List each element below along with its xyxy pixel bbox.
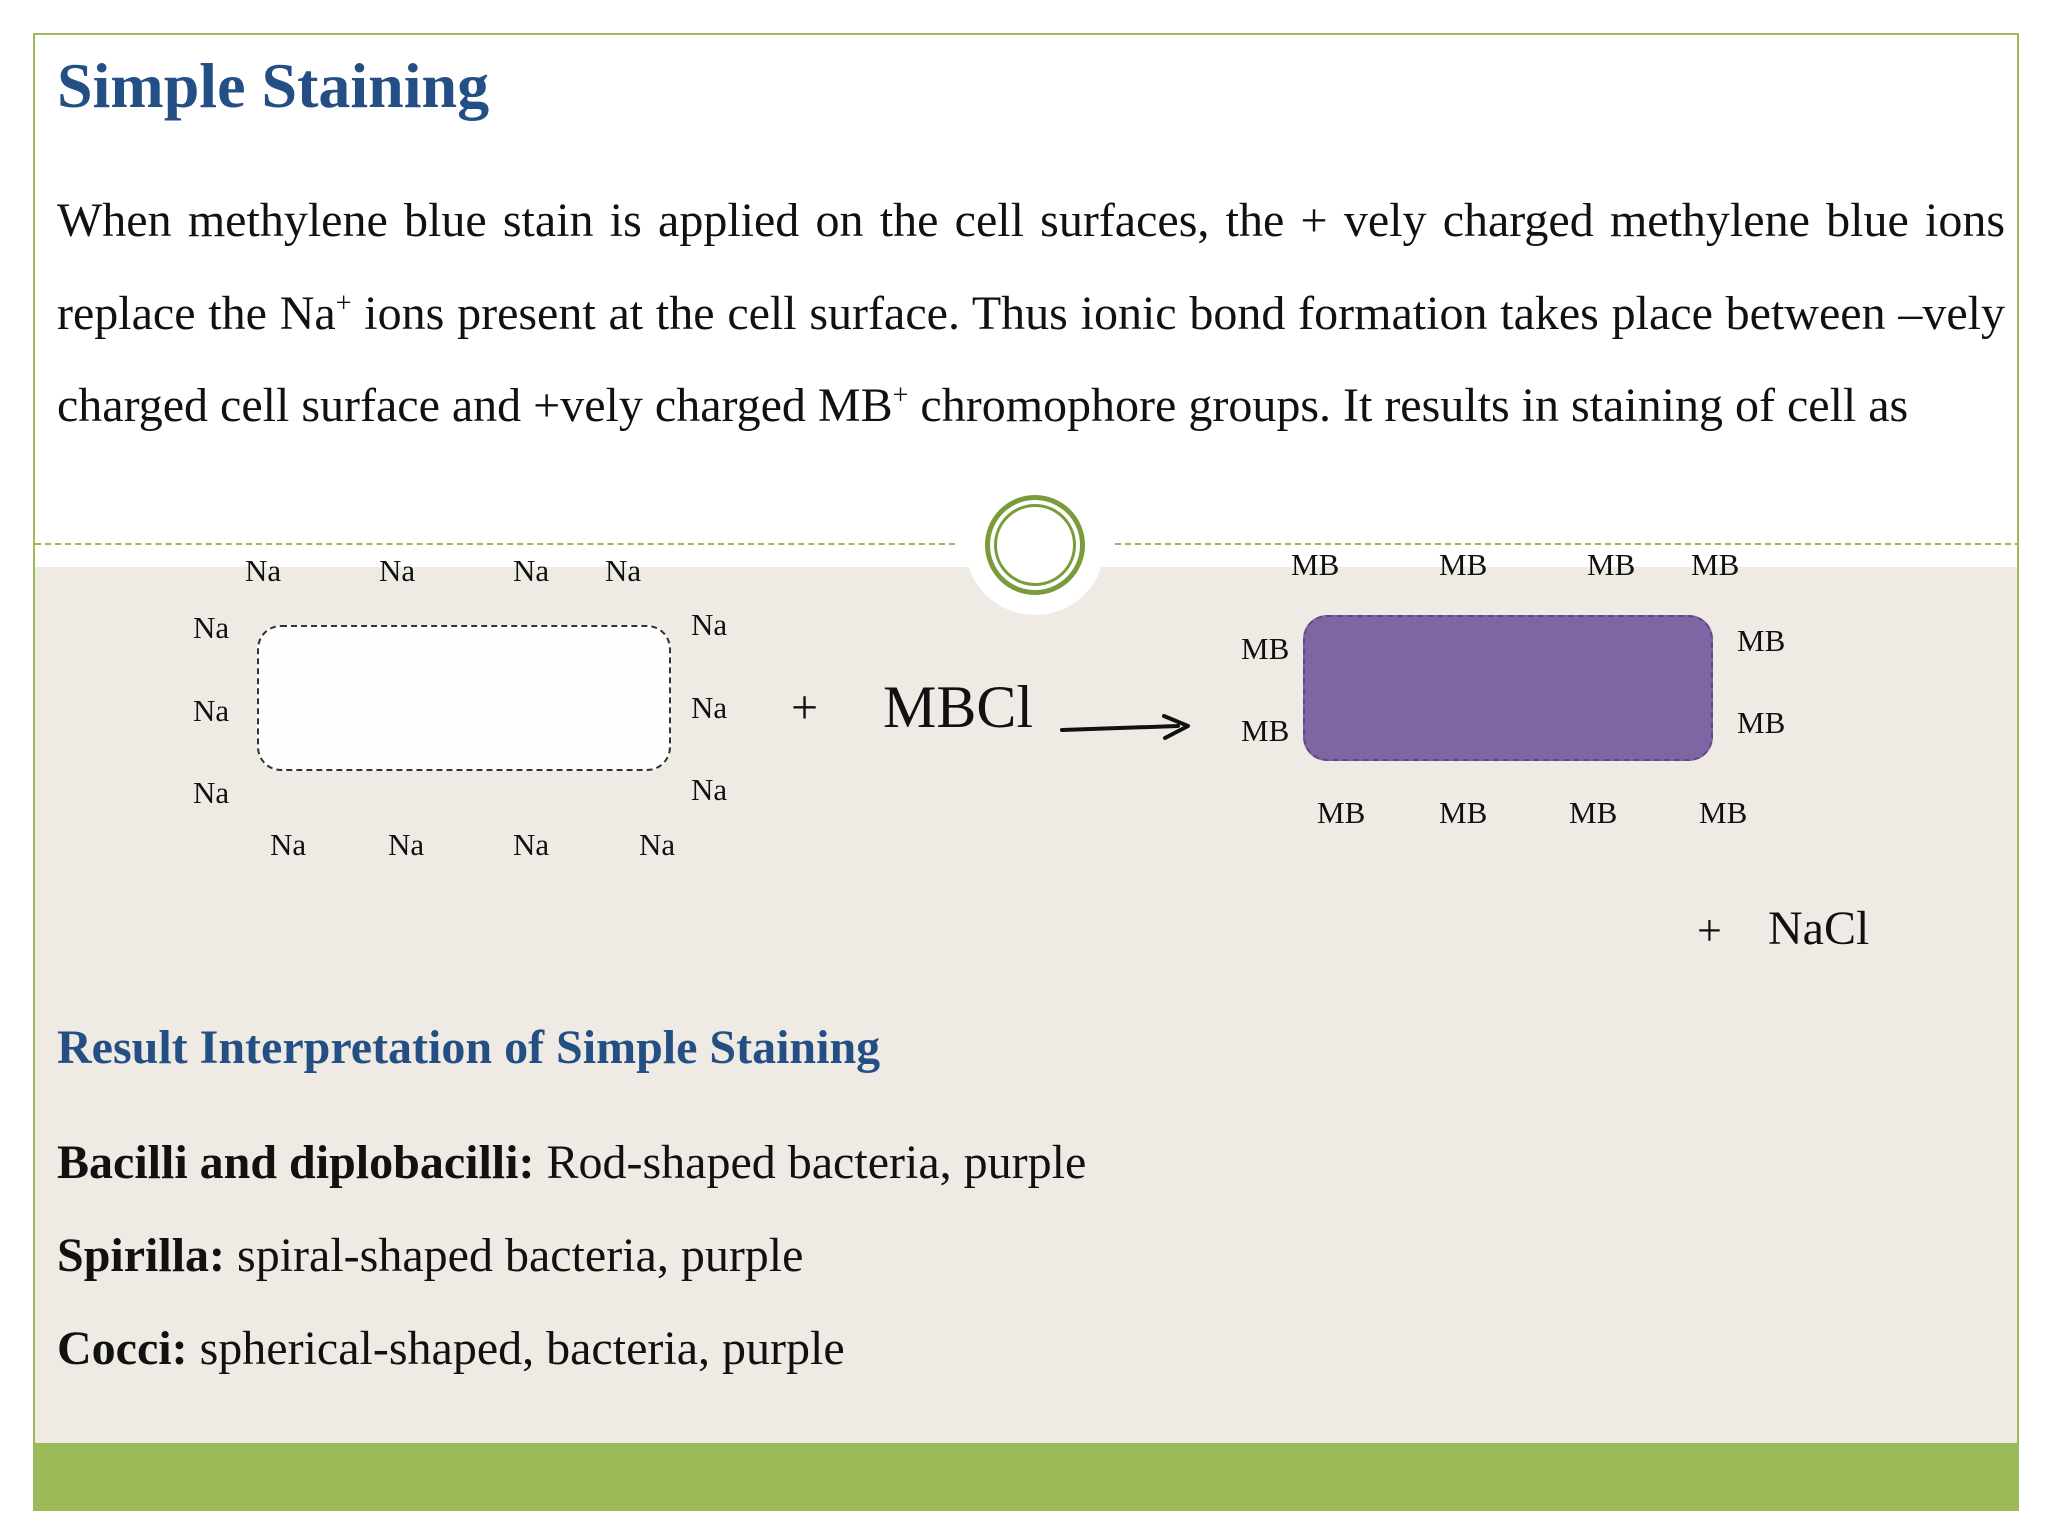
intro-paragraph bbox=[57, 175, 2005, 453]
stained-cell bbox=[1303, 615, 1713, 761]
mb-ion-label: MB bbox=[1439, 795, 1488, 830]
para-text-2: ions present at the cell surface. Thus ionic bond formation takes place between –vely charged cell surface and +vely charged MB bbox=[57, 286, 2005, 432]
na-charge-sup: + bbox=[335, 287, 352, 319]
plus-sign: + bbox=[1697, 906, 1722, 955]
mb-ion-label: MB bbox=[1569, 795, 1618, 830]
results-heading: Result Interpretation of Simple Staining bbox=[57, 1021, 881, 1074]
result-item bbox=[57, 1321, 845, 1376]
para-text-3: chromophore groups. It results in staining of cell as bbox=[908, 379, 1909, 432]
byproduct-label: NaCl bbox=[1768, 902, 1870, 955]
na-ion-label: Na bbox=[388, 827, 425, 862]
reaction-arrow-icon bbox=[1060, 713, 1195, 743]
mb-ion-label: MB bbox=[1587, 547, 1636, 582]
para-text-1: When methylene blue stain is applied on the cell surfaces, the + vely charged methylene blue ions replace the Na bbox=[57, 194, 2005, 340]
result-item bbox=[57, 1135, 1086, 1190]
na-ion-label: Na bbox=[270, 827, 307, 862]
slide-frame bbox=[33, 33, 2019, 1511]
result-desc: spiral-shaped bacteria, purple bbox=[225, 1229, 804, 1282]
divider-left bbox=[35, 543, 955, 545]
divider-right bbox=[1115, 543, 2019, 545]
result-desc: Rod-shaped bacteria, purple bbox=[534, 1136, 1087, 1189]
na-ion-label: Na bbox=[379, 553, 416, 588]
footer-bar bbox=[35, 1443, 2017, 1509]
mb-ion-label: MB bbox=[1699, 795, 1748, 830]
mb-ion-label: MB bbox=[1241, 713, 1290, 748]
na-ion-label: Na bbox=[193, 775, 230, 810]
mb-ion-label: MB bbox=[1241, 631, 1290, 666]
na-ion-label: Na bbox=[513, 553, 550, 588]
na-ion-label: Na bbox=[193, 693, 230, 728]
unstained-cell bbox=[257, 625, 671, 771]
plus-sign: + bbox=[791, 681, 819, 734]
na-ion-label: Na bbox=[691, 690, 728, 725]
mb-ion-label: MB bbox=[1439, 547, 1488, 582]
result-term: Bacilli and diplobacilli: bbox=[57, 1136, 535, 1189]
result-desc: spherical-shaped, bacteria, purple bbox=[187, 1322, 845, 1375]
mb-ion-label: MB bbox=[1317, 795, 1366, 830]
reagent-label: MBCl bbox=[883, 674, 1034, 740]
result-term: Spirilla: bbox=[57, 1229, 226, 1282]
divider-ring-inner-icon bbox=[994, 504, 1076, 586]
na-ion-label: Na bbox=[245, 553, 282, 588]
result-item bbox=[57, 1228, 803, 1283]
na-ion-label: Na bbox=[605, 553, 642, 588]
mb-charge-sup: + bbox=[892, 380, 909, 411]
slide-title: Simple Staining bbox=[57, 50, 490, 121]
na-ion-label: Na bbox=[691, 772, 728, 807]
na-ion-label: Na bbox=[193, 610, 230, 645]
mb-ion-label: MB bbox=[1737, 623, 1786, 658]
na-ion-label: Na bbox=[513, 827, 550, 862]
mb-ion-label: MB bbox=[1291, 547, 1340, 582]
na-ion-label: Na bbox=[691, 607, 728, 642]
result-term: Cocci: bbox=[57, 1322, 188, 1375]
na-ion-label: Na bbox=[639, 827, 676, 862]
mb-ion-label: MB bbox=[1737, 705, 1786, 740]
mb-ion-label: MB bbox=[1691, 547, 1740, 582]
